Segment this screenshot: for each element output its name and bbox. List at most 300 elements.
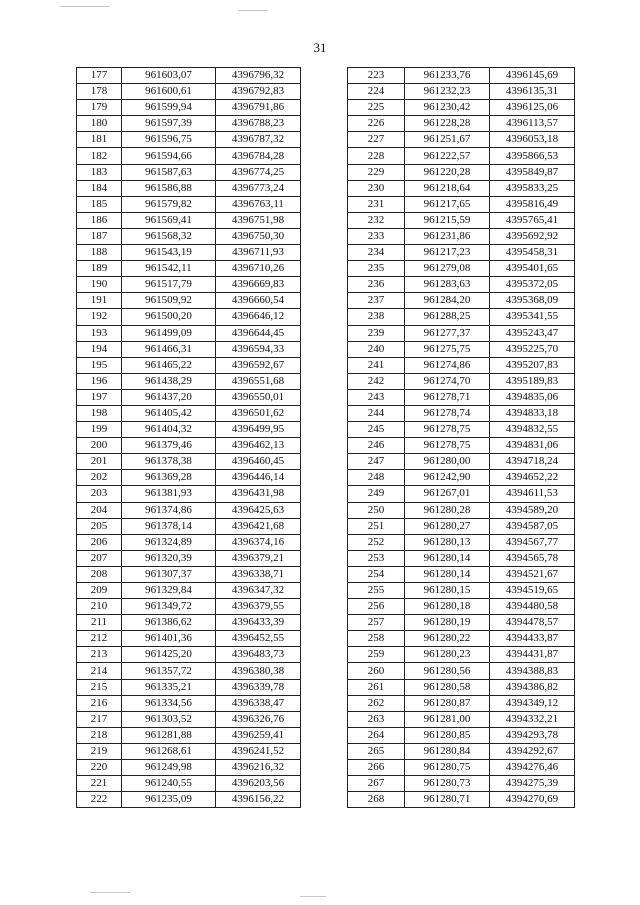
y-coordinate-cell: 4394293,78 [490,727,575,743]
point-number-cell: 245 [348,422,405,438]
y-coordinate-cell: 4396113,57 [490,116,575,132]
table-row [77,727,301,743]
y-coordinate-cell: 4396433,39 [216,615,301,631]
point-number-cell: 200 [77,438,122,454]
point-number-cell: 225 [348,100,405,116]
y-coordinate-cell: 4396592,67 [216,357,301,373]
point-number-cell: 210 [77,599,122,615]
x-coordinate-cell: 961232,23 [405,84,490,100]
point-number-cell: 215 [77,679,122,695]
table-row [77,760,301,776]
x-coordinate-cell: 961277,37 [405,325,490,341]
y-coordinate-cell: 4394567,77 [490,534,575,550]
x-coordinate-cell: 961500,20 [122,309,216,325]
table-row [77,599,301,615]
x-coordinate-cell: 961381,93 [122,486,216,502]
x-coordinate-cell: 961509,92 [122,293,216,309]
y-coordinate-cell: 4396431,98 [216,486,301,502]
y-coordinate-cell: 4394275,39 [490,776,575,792]
x-coordinate-cell: 961280,87 [405,695,490,711]
point-number-cell: 242 [348,373,405,389]
table-row [348,68,575,84]
table-row [348,148,575,164]
table-row [77,776,301,792]
y-coordinate-cell: 4396259,41 [216,727,301,743]
y-coordinate-cell: 4394587,05 [490,518,575,534]
table-row [77,631,301,647]
table-row [348,502,575,518]
x-coordinate-cell: 961278,71 [405,389,490,405]
point-number-cell: 257 [348,615,405,631]
point-number-cell: 213 [77,647,122,663]
y-coordinate-cell: 4396053,18 [490,132,575,148]
table-row [348,663,575,679]
x-coordinate-cell: 961281,00 [405,711,490,727]
table-row [348,583,575,599]
y-coordinate-cell: 4395368,09 [490,293,575,309]
x-coordinate-cell: 961280,75 [405,760,490,776]
point-number-cell: 199 [77,422,122,438]
point-number-cell: 258 [348,631,405,647]
table-row [77,454,301,470]
x-coordinate-cell: 961335,21 [122,679,216,695]
y-coordinate-cell: 4396787,32 [216,132,301,148]
y-coordinate-cell: 4394831,06 [490,438,575,454]
y-coordinate-cell: 4394433,87 [490,631,575,647]
table-row [77,518,301,534]
table-row [348,776,575,792]
point-number-cell: 218 [77,727,122,743]
table-row [77,679,301,695]
point-number-cell: 248 [348,470,405,486]
point-number-cell: 187 [77,228,122,244]
point-number-cell: 241 [348,357,405,373]
point-number-cell: 251 [348,518,405,534]
x-coordinate-cell: 961228,28 [405,116,490,132]
point-number-cell: 237 [348,293,405,309]
table-row [77,277,301,293]
point-number-cell: 178 [77,84,122,100]
x-coordinate-cell: 961251,67 [405,132,490,148]
table-row [77,534,301,550]
point-number-cell: 216 [77,695,122,711]
table-row [77,68,301,84]
x-coordinate-cell: 961596,75 [122,132,216,148]
y-coordinate-cell: 4396379,21 [216,550,301,566]
point-number-cell: 254 [348,566,405,582]
table-row [348,100,575,116]
table-row [77,196,301,212]
x-coordinate-cell: 961278,75 [405,438,490,454]
x-coordinate-cell: 961597,39 [122,116,216,132]
y-coordinate-cell: 4396751,98 [216,212,301,228]
table-row [77,373,301,389]
table-row [77,325,301,341]
table-row [348,132,575,148]
point-number-cell: 221 [77,776,122,792]
x-coordinate-cell: 961280,14 [405,550,490,566]
y-coordinate-cell: 4396145,69 [490,68,575,84]
table-row [348,116,575,132]
x-coordinate-cell: 961404,32 [122,422,216,438]
point-number-cell: 252 [348,534,405,550]
point-number-cell: 262 [348,695,405,711]
table-row [348,228,575,244]
point-number-cell: 229 [348,164,405,180]
y-coordinate-cell: 4394611,53 [490,486,575,502]
table-row [348,470,575,486]
y-coordinate-cell: 4396791,86 [216,100,301,116]
x-coordinate-cell: 961233,76 [405,68,490,84]
point-number-cell: 238 [348,309,405,325]
x-coordinate-cell: 961499,09 [122,325,216,341]
x-coordinate-cell: 961268,61 [122,743,216,759]
point-number-cell: 212 [77,631,122,647]
x-coordinate-cell: 961267,01 [405,486,490,502]
y-coordinate-cell: 4396421,68 [216,518,301,534]
scan-artifact [90,892,130,893]
point-number-cell: 188 [77,245,122,261]
y-coordinate-cell: 4394589,20 [490,502,575,518]
point-number-cell: 243 [348,389,405,405]
y-coordinate-cell: 4396594,33 [216,341,301,357]
x-coordinate-cell: 961425,20 [122,647,216,663]
point-number-cell: 239 [348,325,405,341]
x-coordinate-cell: 961230,42 [405,100,490,116]
x-coordinate-cell: 961401,36 [122,631,216,647]
x-coordinate-cell: 961369,28 [122,470,216,486]
y-coordinate-cell: 4396203,56 [216,776,301,792]
point-number-cell: 204 [77,502,122,518]
y-coordinate-cell: 4396711,93 [216,245,301,261]
point-number-cell: 208 [77,566,122,582]
x-coordinate-cell: 961280,14 [405,566,490,582]
point-number-cell: 234 [348,245,405,261]
y-coordinate-cell: 4394652,22 [490,470,575,486]
point-number-cell: 180 [77,116,122,132]
point-number-cell: 266 [348,760,405,776]
point-number-cell: 189 [77,261,122,277]
y-coordinate-cell: 4396135,31 [490,84,575,100]
table-row [348,180,575,196]
table-row [77,743,301,759]
point-number-cell: 232 [348,212,405,228]
table-row [77,148,301,164]
point-number-cell: 250 [348,502,405,518]
y-coordinate-cell: 4396326,76 [216,711,301,727]
y-coordinate-cell: 4395692,92 [490,228,575,244]
y-coordinate-cell: 4395372,05 [490,277,575,293]
x-coordinate-cell: 961284,20 [405,293,490,309]
table-row [77,470,301,486]
point-number-cell: 211 [77,615,122,631]
table-row [348,486,575,502]
x-coordinate-cell: 961280,19 [405,615,490,631]
x-coordinate-cell: 961357,72 [122,663,216,679]
table-row [77,180,301,196]
y-coordinate-cell: 4396347,32 [216,583,301,599]
point-number-cell: 265 [348,743,405,759]
point-number-cell: 240 [348,341,405,357]
x-coordinate-cell: 961235,09 [122,792,216,808]
table-row [77,792,301,808]
y-coordinate-cell: 4395401,65 [490,261,575,277]
table-row [348,743,575,759]
table-row [77,502,301,518]
table-row [77,486,301,502]
x-coordinate-cell: 961329,84 [122,583,216,599]
table-row [77,100,301,116]
table-row [77,212,301,228]
point-number-cell: 228 [348,148,405,164]
y-coordinate-cell: 4396763,11 [216,196,301,212]
table-row [348,277,575,293]
point-number-cell: 202 [77,470,122,486]
y-coordinate-cell: 4394718,24 [490,454,575,470]
y-coordinate-cell: 4396788,23 [216,116,301,132]
x-coordinate-cell: 961324,89 [122,534,216,550]
x-coordinate-cell: 961405,42 [122,405,216,421]
y-coordinate-cell: 4396773,24 [216,180,301,196]
table-row [348,164,575,180]
y-coordinate-cell: 4396156,22 [216,792,301,808]
point-number-cell: 196 [77,373,122,389]
point-number-cell: 227 [348,132,405,148]
y-coordinate-cell: 4394832,55 [490,422,575,438]
point-number-cell: 226 [348,116,405,132]
point-number-cell: 203 [77,486,122,502]
point-number-cell: 220 [77,760,122,776]
point-number-cell: 186 [77,212,122,228]
x-coordinate-cell: 961288,25 [405,309,490,325]
x-coordinate-cell: 961379,46 [122,438,216,454]
table-row [348,422,575,438]
x-coordinate-cell: 961280,73 [405,776,490,792]
y-coordinate-cell: 4394833,18 [490,405,575,421]
point-number-cell: 253 [348,550,405,566]
point-number-cell: 261 [348,679,405,695]
point-number-cell: 201 [77,454,122,470]
y-coordinate-cell: 4394480,58 [490,599,575,615]
x-coordinate-cell: 961600,61 [122,84,216,100]
y-coordinate-cell: 4396646,12 [216,309,301,325]
point-number-cell: 267 [348,776,405,792]
point-number-cell: 182 [77,148,122,164]
table-row [77,663,301,679]
x-coordinate-cell: 961280,00 [405,454,490,470]
point-number-cell: 217 [77,711,122,727]
x-coordinate-cell: 961599,94 [122,100,216,116]
point-number-cell: 197 [77,389,122,405]
point-number-cell: 249 [348,486,405,502]
y-coordinate-cell: 4396551,68 [216,373,301,389]
table-row [77,261,301,277]
y-coordinate-cell: 4396550,01 [216,389,301,405]
x-coordinate-cell: 961280,18 [405,599,490,615]
table-row [348,695,575,711]
point-number-cell: 255 [348,583,405,599]
table-row [77,711,301,727]
point-number-cell: 233 [348,228,405,244]
point-number-cell: 181 [77,132,122,148]
x-coordinate-cell: 961280,27 [405,518,490,534]
point-number-cell: 198 [77,405,122,421]
x-coordinate-cell: 961438,29 [122,373,216,389]
point-number-cell: 179 [77,100,122,116]
point-number-cell: 231 [348,196,405,212]
point-number-cell: 268 [348,792,405,808]
table-row [348,711,575,727]
x-coordinate-cell: 961280,56 [405,663,490,679]
x-coordinate-cell: 961587,63 [122,164,216,180]
table-row [77,566,301,582]
point-number-cell: 184 [77,180,122,196]
table-row [77,422,301,438]
table-row [77,357,301,373]
point-number-cell: 244 [348,405,405,421]
table-row [77,550,301,566]
x-coordinate-cell: 961303,52 [122,711,216,727]
y-coordinate-cell: 4395207,83 [490,357,575,373]
y-coordinate-cell: 4396499,95 [216,422,301,438]
y-coordinate-cell: 4394349,12 [490,695,575,711]
x-coordinate-cell: 961280,58 [405,679,490,695]
x-coordinate-cell: 961280,13 [405,534,490,550]
y-coordinate-cell: 4396669,83 [216,277,301,293]
y-coordinate-cell: 4394292,67 [490,743,575,759]
table-row [348,389,575,405]
y-coordinate-cell: 4395816,49 [490,196,575,212]
point-number-cell: 256 [348,599,405,615]
table-row [77,164,301,180]
coordinates-table-left [76,67,301,808]
table-row [348,792,575,808]
x-coordinate-cell: 961275,75 [405,341,490,357]
point-number-cell: 214 [77,663,122,679]
point-number-cell: 246 [348,438,405,454]
x-coordinate-cell: 961279,08 [405,261,490,277]
x-coordinate-cell: 961215,59 [405,212,490,228]
y-coordinate-cell: 4394835,06 [490,389,575,405]
x-coordinate-cell: 961217,65 [405,196,490,212]
x-coordinate-cell: 961320,39 [122,550,216,566]
x-coordinate-cell: 961569,41 [122,212,216,228]
x-coordinate-cell: 961568,32 [122,228,216,244]
table-row [348,196,575,212]
table-row [77,228,301,244]
y-coordinate-cell: 4396374,16 [216,534,301,550]
scan-artifact [238,10,268,11]
x-coordinate-cell: 961222,57 [405,148,490,164]
y-coordinate-cell: 4394519,65 [490,583,575,599]
point-number-cell: 206 [77,534,122,550]
x-coordinate-cell: 961307,37 [122,566,216,582]
x-coordinate-cell: 961240,55 [122,776,216,792]
x-coordinate-cell: 961437,20 [122,389,216,405]
y-coordinate-cell: 4396750,30 [216,228,301,244]
point-number-cell: 205 [77,518,122,534]
table-row [348,245,575,261]
table-row [77,341,301,357]
table-row [348,309,575,325]
y-coordinate-cell: 4396460,45 [216,454,301,470]
point-number-cell: 209 [77,583,122,599]
table-row [348,261,575,277]
x-coordinate-cell: 961274,70 [405,373,490,389]
point-number-cell: 185 [77,196,122,212]
y-coordinate-cell: 4396446,14 [216,470,301,486]
y-coordinate-cell: 4394270,69 [490,792,575,808]
y-coordinate-cell: 4396774,25 [216,164,301,180]
x-coordinate-cell: 961281,88 [122,727,216,743]
x-coordinate-cell: 961280,71 [405,792,490,808]
point-number-cell: 259 [348,647,405,663]
point-number-cell: 222 [77,792,122,808]
page-number: 31 [313,40,327,55]
y-coordinate-cell: 4396452,55 [216,631,301,647]
x-coordinate-cell: 961218,64 [405,180,490,196]
y-coordinate-cell: 4396241,52 [216,743,301,759]
point-number-cell: 192 [77,309,122,325]
y-coordinate-cell: 4395849,87 [490,164,575,180]
x-coordinate-cell: 961280,22 [405,631,490,647]
table-row [348,293,575,309]
table-row [77,84,301,100]
table-row [348,647,575,663]
table-body [348,68,575,808]
y-coordinate-cell: 4396792,83 [216,84,301,100]
y-coordinate-cell: 4396339,78 [216,679,301,695]
x-coordinate-cell: 961280,15 [405,583,490,599]
y-coordinate-cell: 4396710,26 [216,261,301,277]
table-row [77,615,301,631]
y-coordinate-cell: 4396338,47 [216,695,301,711]
point-number-cell: 224 [348,84,405,100]
table-row [77,245,301,261]
table-row [77,293,301,309]
y-coordinate-cell: 4394388,83 [490,663,575,679]
table-row [348,405,575,421]
x-coordinate-cell: 961249,98 [122,760,216,776]
x-coordinate-cell: 961278,75 [405,422,490,438]
x-coordinate-cell: 961378,14 [122,518,216,534]
table-body [77,68,301,808]
x-coordinate-cell: 961283,63 [405,277,490,293]
y-coordinate-cell: 4394431,87 [490,647,575,663]
x-coordinate-cell: 961378,38 [122,454,216,470]
table-row [77,583,301,599]
y-coordinate-cell: 4395458,31 [490,245,575,261]
x-coordinate-cell: 961586,88 [122,180,216,196]
table-row [348,341,575,357]
y-coordinate-cell: 4395833,25 [490,180,575,196]
y-coordinate-cell: 4395765,41 [490,212,575,228]
x-coordinate-cell: 961280,23 [405,647,490,663]
x-coordinate-cell: 961280,85 [405,727,490,743]
x-coordinate-cell: 961603,07 [122,68,216,84]
x-coordinate-cell: 961242,90 [405,470,490,486]
y-coordinate-cell: 4394276,46 [490,760,575,776]
x-coordinate-cell: 961220,28 [405,164,490,180]
table-row [77,695,301,711]
table-row [348,760,575,776]
point-number-cell: 264 [348,727,405,743]
point-number-cell: 247 [348,454,405,470]
table-row [348,84,575,100]
x-coordinate-cell: 961543,19 [122,245,216,261]
table-row [348,438,575,454]
point-number-cell: 183 [77,164,122,180]
